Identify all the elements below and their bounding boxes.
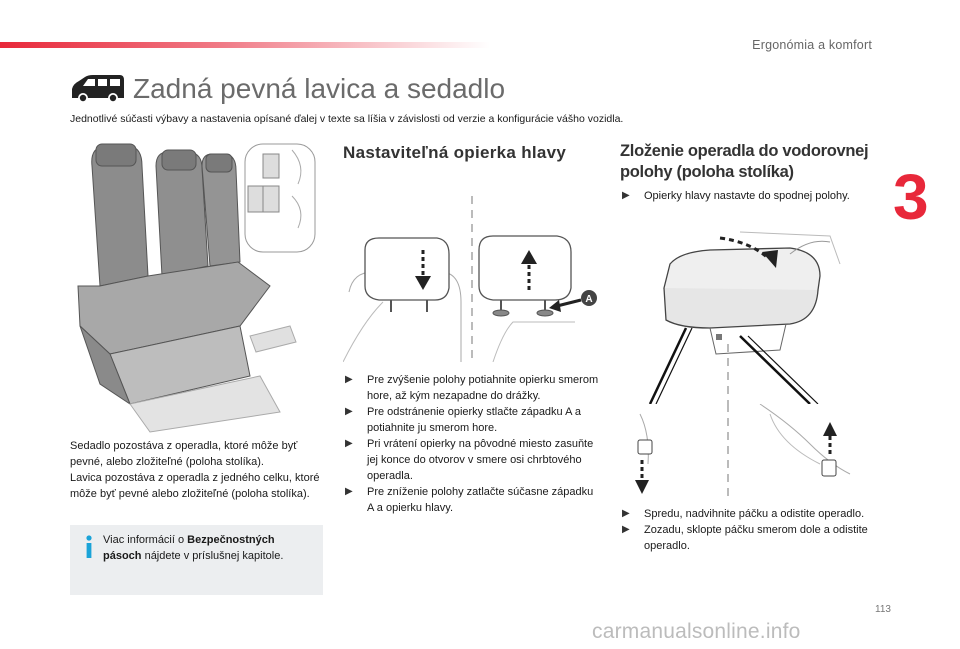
chapter-title: Ergonómia a komfort [752, 38, 872, 52]
list-item [343, 372, 601, 404]
page-number: 113 [875, 604, 891, 615]
bench-paragraph: Lavica pozostáva z operadla z jedného celku, ktoré môže byť pevné alebo zložiteľné (poloha stolíka). [70, 472, 320, 500]
list-item [343, 436, 601, 484]
bullet-text: Pre odstránenie opierky stlačte západku A a potiahnite ju smerom hore. [367, 406, 582, 434]
bullet-text: Pre zníženie polohy zatlačte súčasne západku A a opierku hlavy. [367, 486, 594, 514]
info-prefix: Viac informácií o [103, 534, 188, 546]
fold-bullets-bottom [620, 506, 885, 554]
latch-a-label: A [585, 294, 593, 305]
bullet-text: Spredu, nadvihnite páčku a odistite operadlo. [644, 508, 865, 520]
bullet-icon: ▶ [622, 524, 630, 535]
info-box [70, 525, 323, 595]
bullet-text: Pre zvýšenie polohy potiahnite opierku smerom hore, až kým nezapadne do drážky. [367, 374, 599, 402]
bullet-icon: ▶ [345, 438, 353, 449]
fold-heading: Zloženie operadla do vodorovnej polohy (poloha stolíka) [620, 142, 869, 181]
info-text [103, 532, 313, 564]
bullet-icon: ▶ [622, 190, 630, 201]
lever-detail-illustration [620, 404, 875, 500]
info-icon [84, 535, 94, 559]
list-item [620, 188, 890, 204]
bullet-text: Zozadu, sklopte páčku smerom dole a odistite operadlo. [644, 524, 868, 552]
bullet-icon: ▶ [345, 406, 353, 417]
bullet-icon: ▶ [622, 508, 630, 519]
intro-text: Jednotlivé súčasti výbavy a nastavenia opísané ďalej v texte sa líšia v závislosti od verzie a konfigurácie vášho vozidla. [70, 113, 624, 125]
list-item [620, 506, 885, 522]
rear-bench-illustration [70, 136, 325, 436]
page-title: Zadná pevná lavica a sedadlo [133, 73, 506, 104]
list-item [343, 484, 601, 516]
folded-backrest-illustration [620, 224, 875, 404]
left-description [70, 438, 325, 502]
chapter-number: 3 [893, 161, 929, 233]
headrest-bullets [343, 372, 601, 516]
watermark: carmanualsonline.info [592, 620, 801, 643]
list-item [620, 522, 885, 554]
info-suffix: nájdete v príslušnej kapitole. [141, 550, 284, 562]
bullet-icon: ▶ [345, 374, 353, 385]
bullet-text: Pri vrátení opierky na pôvodné miesto zasuňte jej konce do otvorov v smere osi chrbtového operadla. [367, 438, 594, 482]
bullet-icon: ▶ [345, 486, 353, 497]
bullet-text: Opierky hlavy nastavte do spodnej polohy. [644, 190, 850, 202]
seat-paragraph: Sedadlo pozostáva z operadla, ktoré môže byť pevné, alebo zložiteľné (poloha stolíka). [70, 440, 298, 468]
header-accent-bar [0, 42, 490, 48]
headrest-illustration [343, 192, 598, 362]
fold-bullets-top [620, 188, 890, 204]
van-icon [68, 72, 126, 104]
headrest-heading: Nastaviteľná opierka hlavy [343, 143, 567, 162]
info-bold: Bezpečnostných pásoch [103, 534, 275, 562]
list-item [343, 404, 601, 436]
